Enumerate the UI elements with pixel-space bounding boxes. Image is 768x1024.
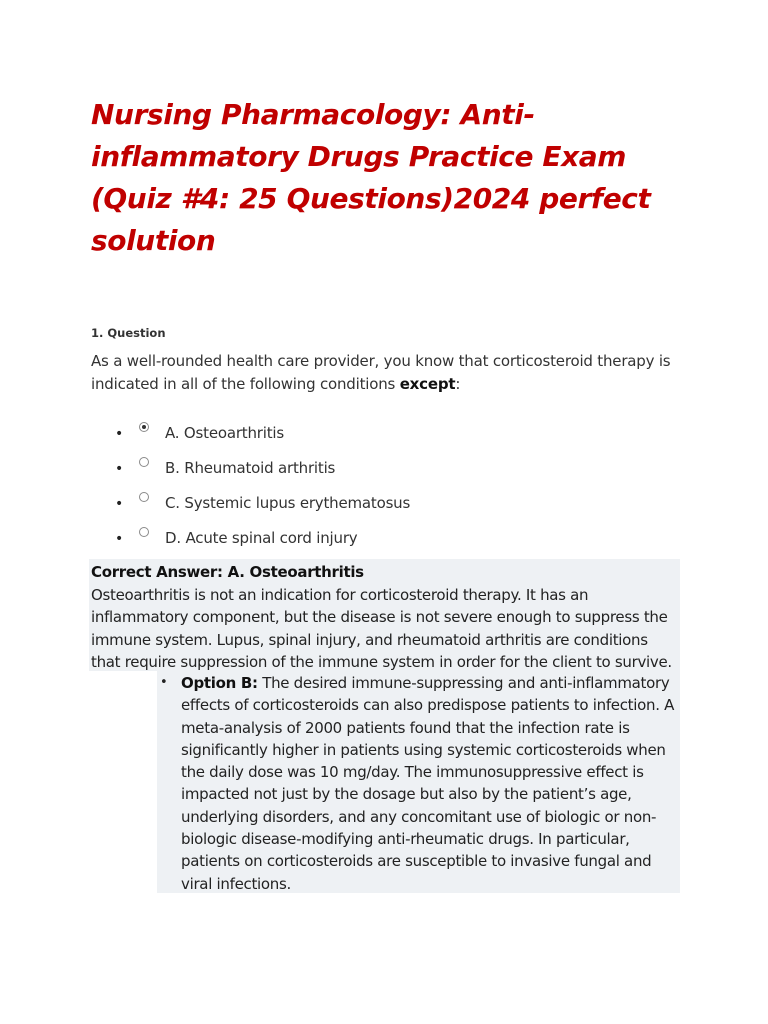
option-label: A. Osteoarthritis: [165, 424, 284, 442]
option-b[interactable]: [91, 455, 611, 490]
document-title: Nursing Pharmacology: Anti-inflammatory Drugs Practice Exam (Quiz #4: 25 Questions)2024 perfect solution: [91, 98, 651, 257]
radio-selected-icon[interactable]: [139, 422, 149, 432]
question-text-end: :: [455, 375, 461, 393]
option-d[interactable]: [91, 525, 611, 560]
question-text: [91, 350, 691, 396]
bullet-icon: •: [115, 461, 124, 477]
radio-unselected-icon[interactable]: [139, 457, 149, 467]
bullet-icon: •: [115, 496, 124, 512]
bullet-icon: •: [115, 531, 124, 547]
option-b-label: Option B:: [181, 674, 258, 692]
question-number: 1. Question: [91, 326, 166, 340]
answer-explanation-text: Osteoarthritis is not an indication for corticosteroid therapy. It has an inflammatory component, but the disease is not severe enough to suppress the immune system. Lupus, spinal injury, and rheumatoid arthritis are conditions that require suppression of the immune system in order for the client to survive.: [91, 585, 672, 671]
bullet-icon: •: [115, 426, 124, 442]
correct-answer-heading: Correct Answer: A. Osteoarthritis: [91, 563, 364, 581]
answer-explanation: [91, 561, 681, 674]
option-label: B. Rheumatoid arthritis: [165, 459, 336, 477]
question-emphasis: except: [399, 375, 456, 393]
radio-unselected-icon[interactable]: [139, 492, 149, 502]
option-a[interactable]: [91, 420, 611, 455]
question-text-start: As a well-rounded health care provider, you know that corticosteroid therapy is indicated in all of the following conditions: [91, 352, 671, 393]
option-b-text: The desired immune-suppressing and anti-inflammatory effects of corticosteroids can also predispose patients to infection. A meta-analysis of 2000 patients found that the infection rate is significantly higher in patients using systemic corticosteroids when the daily dose was 10 mg/day. The immunosuppressive effect is impacted not just by the dosage but also by the patient’s age, underlying disorders, and any concomitant use of biologic or non-biologic disease-modifying anti-rheumatic drugs. In particular, patients on corticosteroids are susceptible to invasive fungal and viral infections.: [181, 674, 675, 893]
answer-options-list: [91, 420, 611, 560]
option-c[interactable]: [91, 490, 611, 525]
option-b-explanation: [181, 672, 677, 895]
option-label: D. Acute spinal cord injury: [165, 529, 358, 547]
option-label: C. Systemic lupus erythematosus: [165, 494, 411, 512]
radio-unselected-icon[interactable]: [139, 527, 149, 537]
bullet-icon: •: [160, 675, 168, 690]
